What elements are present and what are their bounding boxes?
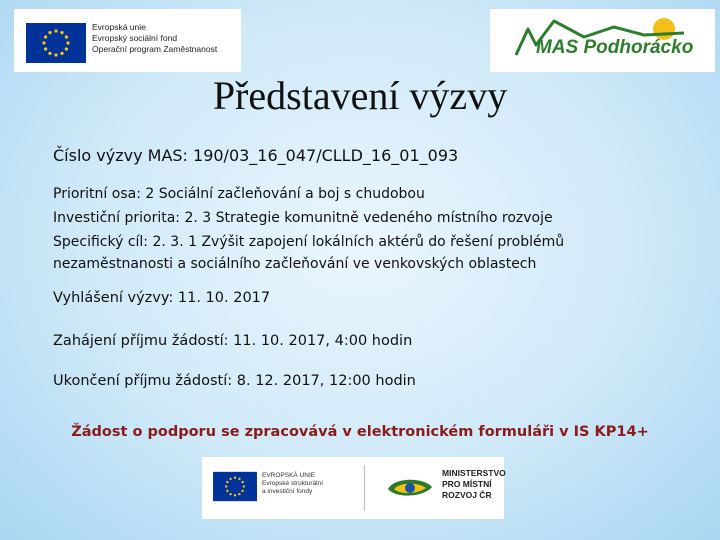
ministry-line: ROZVOJ ČR xyxy=(442,490,492,500)
eu-star-icon xyxy=(60,31,63,34)
intake-end: Ukončení příjmu žádostí: 8. 12. 2017, 12:00 hodin xyxy=(53,373,416,389)
eu-funds-line: a investiční fondy xyxy=(262,488,313,495)
investment-priority: Investiční priorita: 2. 3 Strategie komunitně vedeného místního rozvoje xyxy=(53,210,553,226)
eu-star-icon xyxy=(243,485,245,487)
eu-star-icon xyxy=(229,478,231,480)
eu-logo-line: Evropská unie xyxy=(92,22,146,32)
eu-esf-logo xyxy=(14,9,241,72)
eu-star-icon xyxy=(60,52,63,55)
eu-star-icon xyxy=(226,490,228,492)
page-title: Představení výzvy xyxy=(212,73,508,118)
eu-star-icon xyxy=(54,53,57,56)
eu-star-icon xyxy=(66,41,69,44)
specific-goal: Specifický cíl: 2. 3. 1 Zvýšit zapojení lokálních aktérů do řešení problémů nezaměstnanosti a sociálního začleňování ve venkovských oblastech xyxy=(53,234,565,272)
logo-divider xyxy=(364,465,365,511)
ministry-line: MINISTERSTVO xyxy=(442,468,506,478)
eu-star-icon xyxy=(241,490,243,492)
eu-funds-line: EVROPSKÁ UNIE xyxy=(262,472,316,479)
eu-funds-line: Evropské strukturální xyxy=(262,480,324,487)
application-note: Žádost o podporu se zpracovává v elektronickém formuláři v IS KP14+ xyxy=(71,424,649,440)
eu-star-icon xyxy=(234,477,236,479)
eu-star-icon xyxy=(65,47,68,50)
eu-star-icon xyxy=(225,485,227,487)
ministry-emblem-icon xyxy=(384,475,436,501)
eu-logo-line: Operační program Zaměstnanost xyxy=(92,44,218,54)
eu-logo-line: Evropský sociální fond xyxy=(92,33,178,43)
mas-podhoracko-logo xyxy=(490,9,715,72)
eu-flag-icon xyxy=(26,23,86,63)
funding-logos xyxy=(202,457,504,519)
eu-star-icon xyxy=(241,481,243,483)
eu-star-icon xyxy=(54,29,57,32)
eu-star-icon xyxy=(234,494,236,496)
announcement-date: Vyhlášení výzvy: 11. 10. 2017 xyxy=(53,290,271,306)
eu-star-icon xyxy=(229,493,231,495)
intake-start: Zahájení příjmu žádostí: 11. 10. 2017, 4:00 hodin xyxy=(53,333,413,349)
call-number: Číslo výzvy MAS: 190/03_16_047/CLLD_16_01_093 xyxy=(53,146,459,165)
eu-star-icon xyxy=(48,31,51,34)
eu-star-icon xyxy=(238,478,240,480)
eu-star-icon xyxy=(44,35,47,38)
eu-star-icon xyxy=(238,493,240,495)
eu-star-icon xyxy=(48,52,51,55)
eu-flag-icon xyxy=(213,471,257,502)
mas-name: MAS Podhorácko xyxy=(536,37,694,58)
eu-star-icon xyxy=(65,35,68,38)
priority-axis: Prioritní osa: 2 Sociální začleňování a boj s chudobou xyxy=(53,186,425,202)
eu-star-icon xyxy=(44,47,47,50)
ministry-line: PRO MÍSTNÍ xyxy=(442,479,492,489)
eu-star-icon xyxy=(226,481,228,483)
eu-star-icon xyxy=(42,41,45,44)
